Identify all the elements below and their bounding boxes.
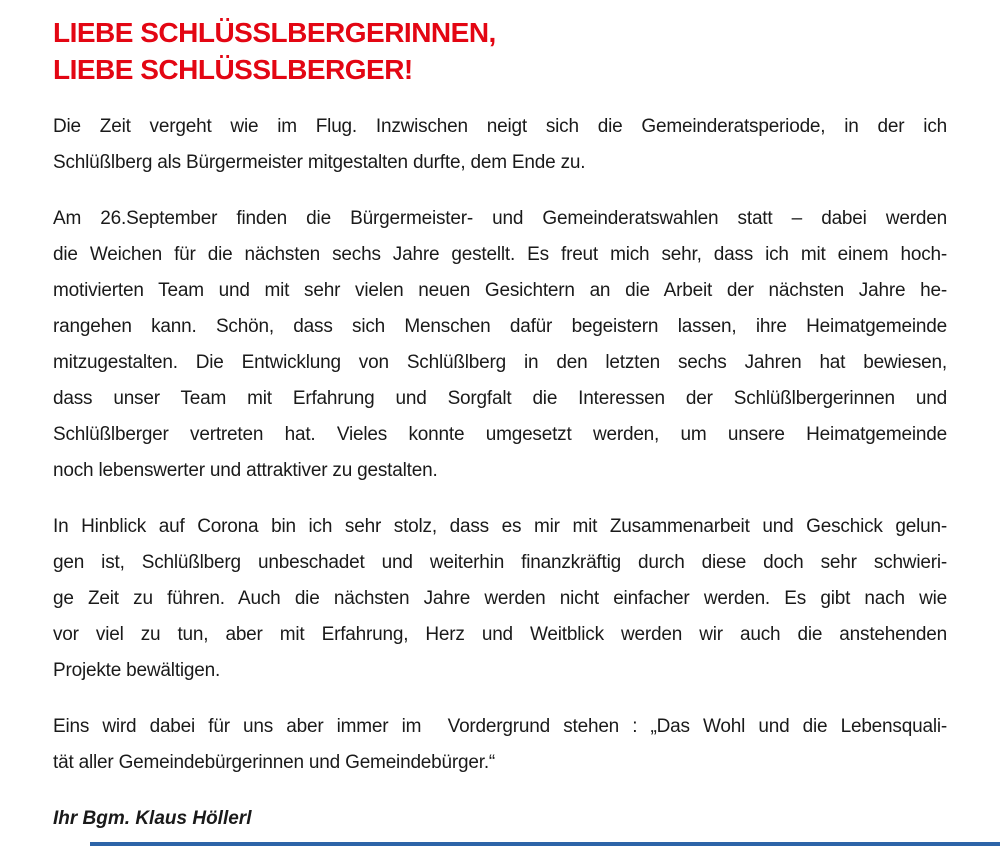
text-line: dass unser Team mit Erfahrung und Sorgfalt die Interessen der Schlüßlbergerinnen und xyxy=(53,388,947,409)
heading-line-2: LIEBE SCHLÜSSLBERGER! xyxy=(53,54,413,85)
letter-body xyxy=(53,109,947,781)
paragraph xyxy=(53,709,947,781)
text-line: die Weichen für die nächsten sechs Jahre gestellt. Es freut mich sehr, dass ich mit einem hoch- xyxy=(53,244,947,265)
text-line: Eins wird dabei für uns aber immer im Vordergrund stehen : „Das Wohl und die Lebensquali- xyxy=(53,716,947,737)
text-line: Die Zeit vergeht wie im Flug. Inzwischen neigt sich die Gemeinderatsperiode, in der ich xyxy=(53,116,947,137)
greeting-heading xyxy=(53,14,947,88)
heading-line-1: LIEBE SCHLÜSSLBERGERINNEN, xyxy=(53,17,496,48)
text-line: ge Zeit zu führen. Auch die nächsten Jahre werden nicht einfacher werden. Es gibt nach wie xyxy=(53,588,947,609)
signature-line: Ihr Bgm. Klaus Höllerl xyxy=(53,808,252,829)
text-line: In Hinblick auf Corona bin ich sehr stolz, dass es mir mit Zusammenarbeit und Geschick gelun- xyxy=(53,516,947,537)
text-line: Schlüßlberger vertreten hat. Vieles konnte umgesetzt werden, um unsere Heimatgemeinde xyxy=(53,424,947,445)
text-line: mitzugestalten. Die Entwicklung von Schlüßlberg in den letzten sechs Jahren hat bewiesen, xyxy=(53,352,947,373)
text-line: Schlüßlberg als Bürgermeister mitgestalten durfte, dem Ende zu. xyxy=(53,152,586,173)
paragraph xyxy=(53,509,947,689)
text-line: gen ist, Schlüßlberg unbeschadet und weiterhin finanzkräftig durch diese doch sehr schwieri- xyxy=(53,552,947,573)
text-line: vor viel zu tun, aber mit Erfahrung, Herz und Weitblick werden wir auch die anstehenden xyxy=(53,624,947,645)
paragraph xyxy=(53,109,947,181)
text-line: Am 26.September finden die Bürgermeister- und Gemeinderatswahlen statt – dabei werden xyxy=(53,208,947,229)
text-line: noch lebenswerter und attraktiver zu gestalten. xyxy=(53,460,438,481)
text-line: tät aller Gemeindebürgerinnen und Gemeindebürger.“ xyxy=(53,752,496,773)
text-line: rangehen kann. Schön, dass sich Menschen dafür begeistern lassen, ihre Heimatgemeinde xyxy=(53,316,947,337)
text-line: motivierten Team und mit sehr vielen neuen Gesichtern an die Arbeit der nächsten Jahre he- xyxy=(53,280,947,301)
paragraph xyxy=(53,201,947,489)
text-line: Projekte bewältigen. xyxy=(53,660,221,681)
footer-accent-bar xyxy=(90,842,1000,846)
